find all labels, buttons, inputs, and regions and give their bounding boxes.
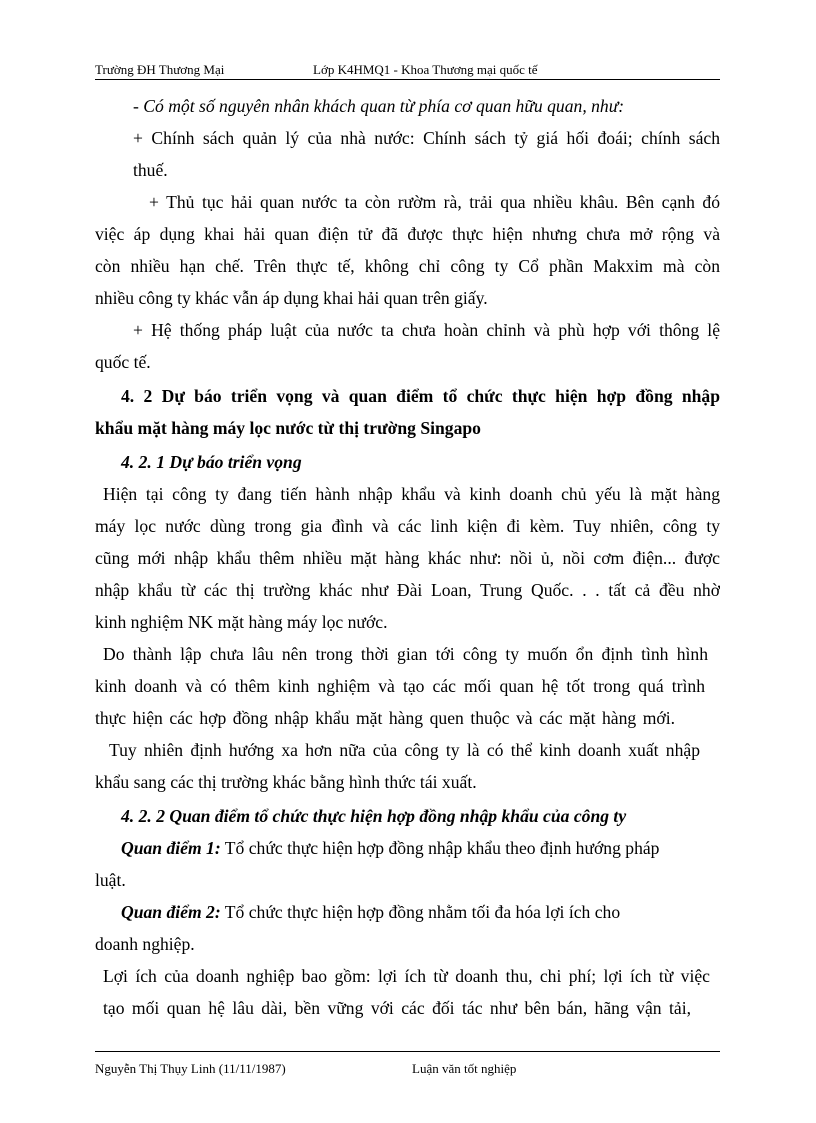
- subsection-heading: 4. 2. 2 Quan điểm tổ chức thực hiện hợp đồng nhập khẩu của công ty: [121, 806, 627, 826]
- paragraph-line: thực hiện các hợp đồng nhập khẩu mặt hàng quen thuộc và các mặt hàng mới.: [95, 708, 675, 728]
- viewpoint-text: Tổ chức thực hiện hợp đồng nhằm tối đa hóa lợi ích cho: [220, 902, 621, 922]
- header-class: Lớp K4HMQ1 - Khoa Thương mại quốc tế: [313, 62, 538, 77]
- section-heading: khẩu mặt hàng máy lọc nước từ thị trường Singapo: [95, 418, 481, 438]
- paragraph-line: thuế.: [133, 160, 168, 180]
- paragraph-line: nhiều công ty khác vẫn áp dụng khai hải quan trên giấy.: [95, 288, 488, 308]
- paragraph-line: nhập khẩu từ các thị trường khác như Đài Loan, Trung Quốc. . . tất cả đều nhờ: [95, 580, 720, 600]
- subsection-heading: 4. 2. 1 Dự báo triển vọng: [121, 452, 302, 472]
- viewpoint-label: Quan điểm 1:: [121, 838, 221, 858]
- paragraph-line: kinh doanh và có thêm kinh nghiệm và tạo các mối quan hệ tốt trong quá trình: [95, 676, 705, 696]
- paragraph-line: cũng mới nhập khẩu thêm nhiều mặt hàng khác như: nồi ủ, nồi cơm điện... được: [95, 548, 720, 568]
- viewpoint-label: Quan điểm 2:: [121, 902, 221, 922]
- paragraph-line: + Thủ tục hải quan nước ta còn rườm rà, trải qua nhiều khâu. Bên cạnh đó: [149, 192, 720, 212]
- paragraph-line: Lợi ích của doanh nghiệp bao gồm: lợi ích từ doanh thu, chi phí; lợi ích từ việc: [103, 966, 710, 986]
- paragraph-line: [121, 898, 620, 926]
- paragraph-line: còn nhiều hạn chế. Trên thực tế, không chỉ công ty Cổ phần Makxim mà còn: [95, 256, 720, 276]
- header-rule: [95, 79, 720, 80]
- paragraph-line: Hiện tại công ty đang tiến hành nhập khẩu và kinh doanh chủ yếu là mặt hàng: [103, 484, 720, 504]
- paragraph-line: - Có một số nguyên nhân khách quan từ phía cơ quan hữu quan, như:: [133, 96, 625, 116]
- paragraph-line: máy lọc nước dùng trong gia đình và các linh kiện đi kèm. Tuy nhiên, công ty: [95, 516, 720, 536]
- paragraph-line: [121, 834, 659, 862]
- header-school: Trường ĐH Thương Mại: [95, 62, 225, 77]
- paragraph-line: luật.: [95, 870, 126, 890]
- footer-author: Nguyễn Thị Thụy Linh (11/11/1987): [95, 1061, 286, 1076]
- paragraph-line: + Chính sách quản lý của nhà nước: Chính sách tỷ giá hối đoái; chính sách: [133, 128, 720, 148]
- paragraph-line: việc áp dụng khai hải quan điện tử đã được thực hiện nhưng chưa mở rộng và: [95, 224, 720, 244]
- viewpoint-text: Tổ chức thực hiện hợp đồng nhập khẩu theo định hướng pháp: [220, 838, 660, 858]
- paragraph-line: + Hệ thống pháp luật của nước ta chưa hoàn chỉnh và phù hợp với thông lệ: [133, 320, 720, 340]
- paragraph-line: Tuy nhiên định hướng xa hơn nữa của công ty là có thể kinh doanh xuất nhập: [109, 740, 700, 760]
- paragraph-line: tạo mối quan hệ lâu dài, bền vững với các đối tác như bên bán, hãng vận tải,: [103, 998, 691, 1018]
- paragraph-line: doanh nghiệp.: [95, 934, 195, 954]
- footer-doc-type: Luận văn tốt nghiệp: [412, 1061, 517, 1076]
- paragraph-line: kinh nghiệm NK mặt hàng máy lọc nước.: [95, 612, 388, 632]
- section-heading: 4. 2 Dự báo triển vọng và quan điểm tổ chức thực hiện hợp đồng nhập: [121, 386, 720, 406]
- paragraph-line: khẩu sang các thị trường khác bằng hình thức tái xuất.: [95, 772, 477, 792]
- paragraph-line: quốc tế.: [95, 352, 151, 372]
- footer-rule: [95, 1051, 720, 1052]
- paragraph-line: Do thành lập chưa lâu nên trong thời gian tới công ty muốn ổn định tình hình: [103, 644, 708, 664]
